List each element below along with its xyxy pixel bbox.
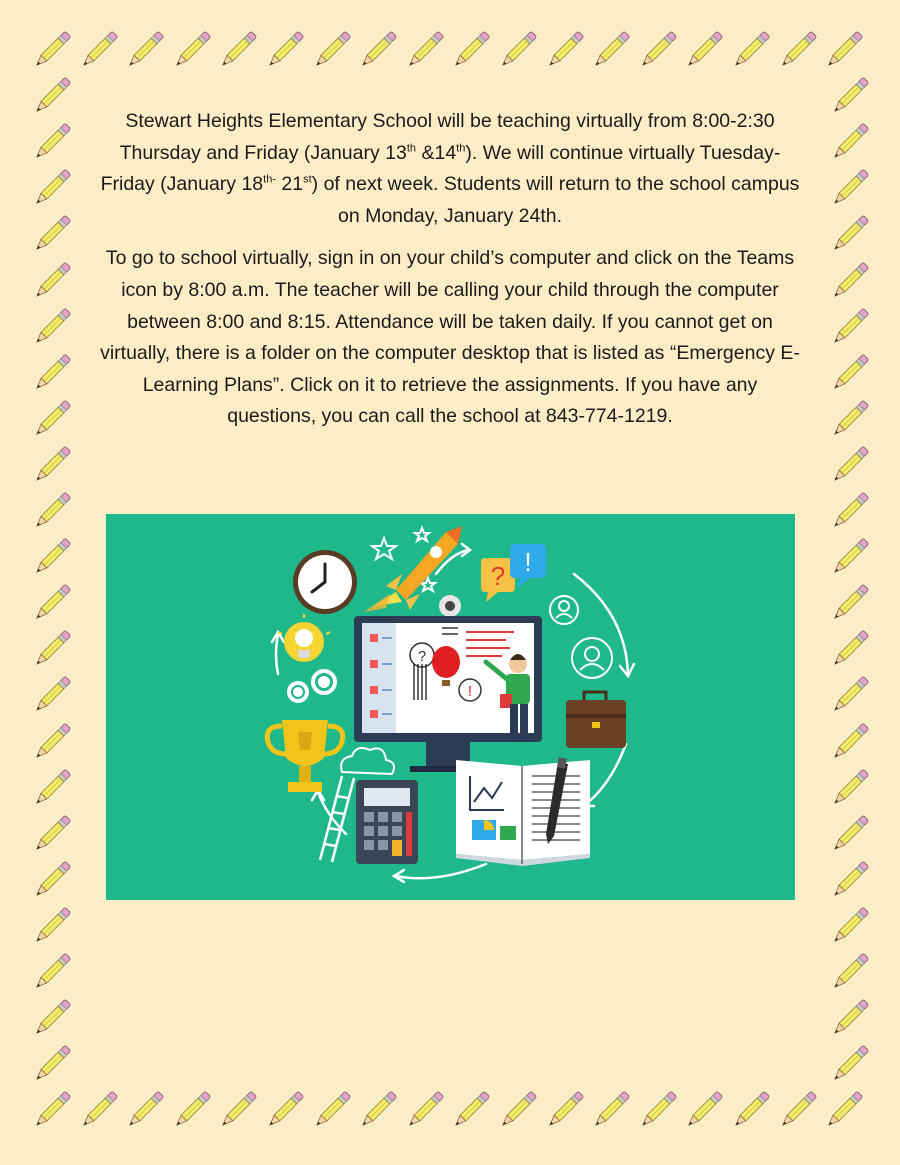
pencil-icon	[541, 28, 587, 74]
pencil-icon	[820, 28, 866, 74]
pencil-icon	[75, 1088, 121, 1134]
pencil-icon	[121, 1088, 167, 1134]
pencil-icon	[727, 28, 773, 74]
pencil-icon	[28, 28, 74, 74]
trophy-icon	[267, 720, 342, 792]
pencil-icon	[680, 28, 726, 74]
webcam-icon	[439, 595, 461, 617]
balloon-exclamation-mark: !	[467, 683, 473, 700]
pencil-icon	[75, 28, 121, 74]
para1-sup-2: th	[456, 142, 466, 155]
balloon-question-mark: ?	[417, 648, 427, 665]
pencil-icon	[308, 28, 354, 74]
pencil-icon	[28, 627, 74, 673]
pencil-icon	[401, 28, 447, 74]
pencil-icon	[826, 812, 872, 858]
pencil-icon	[634, 1088, 680, 1134]
pencil-icon	[826, 212, 872, 258]
pencil-icon	[28, 858, 74, 904]
virtual-learning-illustration	[106, 514, 795, 900]
pencil-icon	[774, 28, 820, 74]
pencil-icon	[826, 535, 872, 581]
para1-sup-4: st	[303, 173, 312, 186]
para1-sup-3: th-	[263, 173, 276, 186]
para1-text-d: 21	[276, 173, 304, 196]
pencil-icon	[28, 443, 74, 489]
pencil-icon	[826, 627, 872, 673]
pencil-icon	[28, 766, 74, 812]
pencil-icon	[826, 766, 872, 812]
pencil-icon	[541, 1088, 587, 1134]
pencil-icon	[774, 1088, 820, 1134]
para1-text-a: Stewart Heights Elementary School will be teaching virtually from 8:00-2:30 Thursday and Friday (January 13	[119, 110, 775, 164]
pencil-icon	[826, 120, 872, 166]
pencil-icon	[28, 120, 74, 166]
pencil-icon	[28, 581, 74, 627]
pencil-icon	[826, 996, 872, 1042]
pencil-icon	[826, 673, 872, 719]
pencil-icon	[826, 950, 872, 996]
pencil-icon	[826, 259, 872, 305]
pencil-icon	[354, 28, 400, 74]
pencil-icon	[28, 535, 74, 581]
pencil-icon	[28, 212, 74, 258]
gears-icon	[289, 671, 335, 701]
pencil-icon	[354, 1088, 400, 1134]
pencil-icon	[587, 28, 633, 74]
user-avatar-icon	[550, 596, 612, 678]
pencil-icon	[28, 397, 74, 443]
para1-sup-1: th	[406, 142, 417, 155]
pencil-icon	[680, 1088, 726, 1134]
book-icon	[456, 760, 590, 866]
pencil-icon	[28, 305, 74, 351]
ladder-icon	[320, 776, 354, 862]
pencil-icon	[28, 259, 74, 305]
pencil-icon	[28, 1042, 74, 1088]
pencil-icon	[168, 28, 214, 74]
pencil-icon	[308, 1088, 354, 1134]
pencil-icon	[28, 996, 74, 1042]
pencil-icon	[826, 904, 872, 950]
pencil-icon	[727, 1088, 773, 1134]
clock-icon	[293, 550, 357, 614]
pencil-icon	[494, 1088, 540, 1134]
pencil-icon	[826, 489, 872, 535]
pencil-icon	[826, 720, 872, 766]
pencil-icon	[447, 1088, 493, 1134]
pencil-icon	[826, 581, 872, 627]
pencil-icon	[587, 1088, 633, 1134]
pencil-icon	[634, 28, 680, 74]
announcement-text	[100, 106, 800, 444]
announcement-paragraph-2: To go to school virtually, sign in on your child’s computer and click on the Teams icon by 8:00 a.m. The teacher will be calling your child through the computer between 8:00 and 8:15. Attendance will be taken daily. If you cannot get on virtually, there is a folder on the computer desktop that is listed as “Emergency E-Learning Plans”. Click on it to retrieve the assignments. If you have any questions, you can call the school at 843-774-1219.	[100, 247, 800, 428]
pencil-icon	[121, 28, 167, 74]
pencil-icon	[401, 1088, 447, 1134]
pencil-icon	[28, 1088, 74, 1134]
pencil-icon	[820, 1088, 866, 1134]
pencil-icon	[214, 28, 260, 74]
pencil-icon	[261, 28, 307, 74]
pencil-icon	[826, 1042, 872, 1088]
question-mark: ?	[490, 561, 506, 591]
announcement-paragraph-1	[100, 106, 800, 232]
pencil-icon	[28, 720, 74, 766]
pencil-icon	[494, 28, 540, 74]
pencil-icon	[826, 166, 872, 212]
exclamation-mark: !	[524, 547, 532, 577]
lightbulb-icon	[278, 614, 330, 662]
pencil-icon	[28, 673, 74, 719]
para1-text-b: &14	[416, 141, 457, 164]
cloud-icon	[341, 748, 394, 774]
pencil-icon	[28, 904, 74, 950]
para1-text-e: ) of next week. Students will return to the school campus on Monday, January 24th.	[311, 173, 800, 227]
pencil-icon	[826, 305, 872, 351]
pencil-icon	[826, 351, 872, 397]
pencil-icon	[214, 1088, 260, 1134]
speech-bubble-icon	[481, 544, 546, 602]
pencil-icon	[28, 351, 74, 397]
pencil-icon	[826, 858, 872, 904]
pencil-icon	[826, 74, 872, 120]
calculator-icon	[356, 780, 418, 864]
pencil-icon	[447, 28, 493, 74]
pencil-icon	[826, 443, 872, 489]
pencil-icon	[28, 950, 74, 996]
pencil-icon	[28, 74, 74, 120]
pencil-icon	[28, 489, 74, 535]
pencil-icon	[168, 1088, 214, 1134]
briefcase-icon	[566, 692, 626, 748]
pencil-icon	[28, 812, 74, 858]
pencil-icon	[261, 1088, 307, 1134]
pencil-icon	[28, 166, 74, 212]
pencil-icon	[826, 397, 872, 443]
para1-text-c: ). We will continue virtually Tuesday-Friday (January 18	[100, 141, 781, 196]
